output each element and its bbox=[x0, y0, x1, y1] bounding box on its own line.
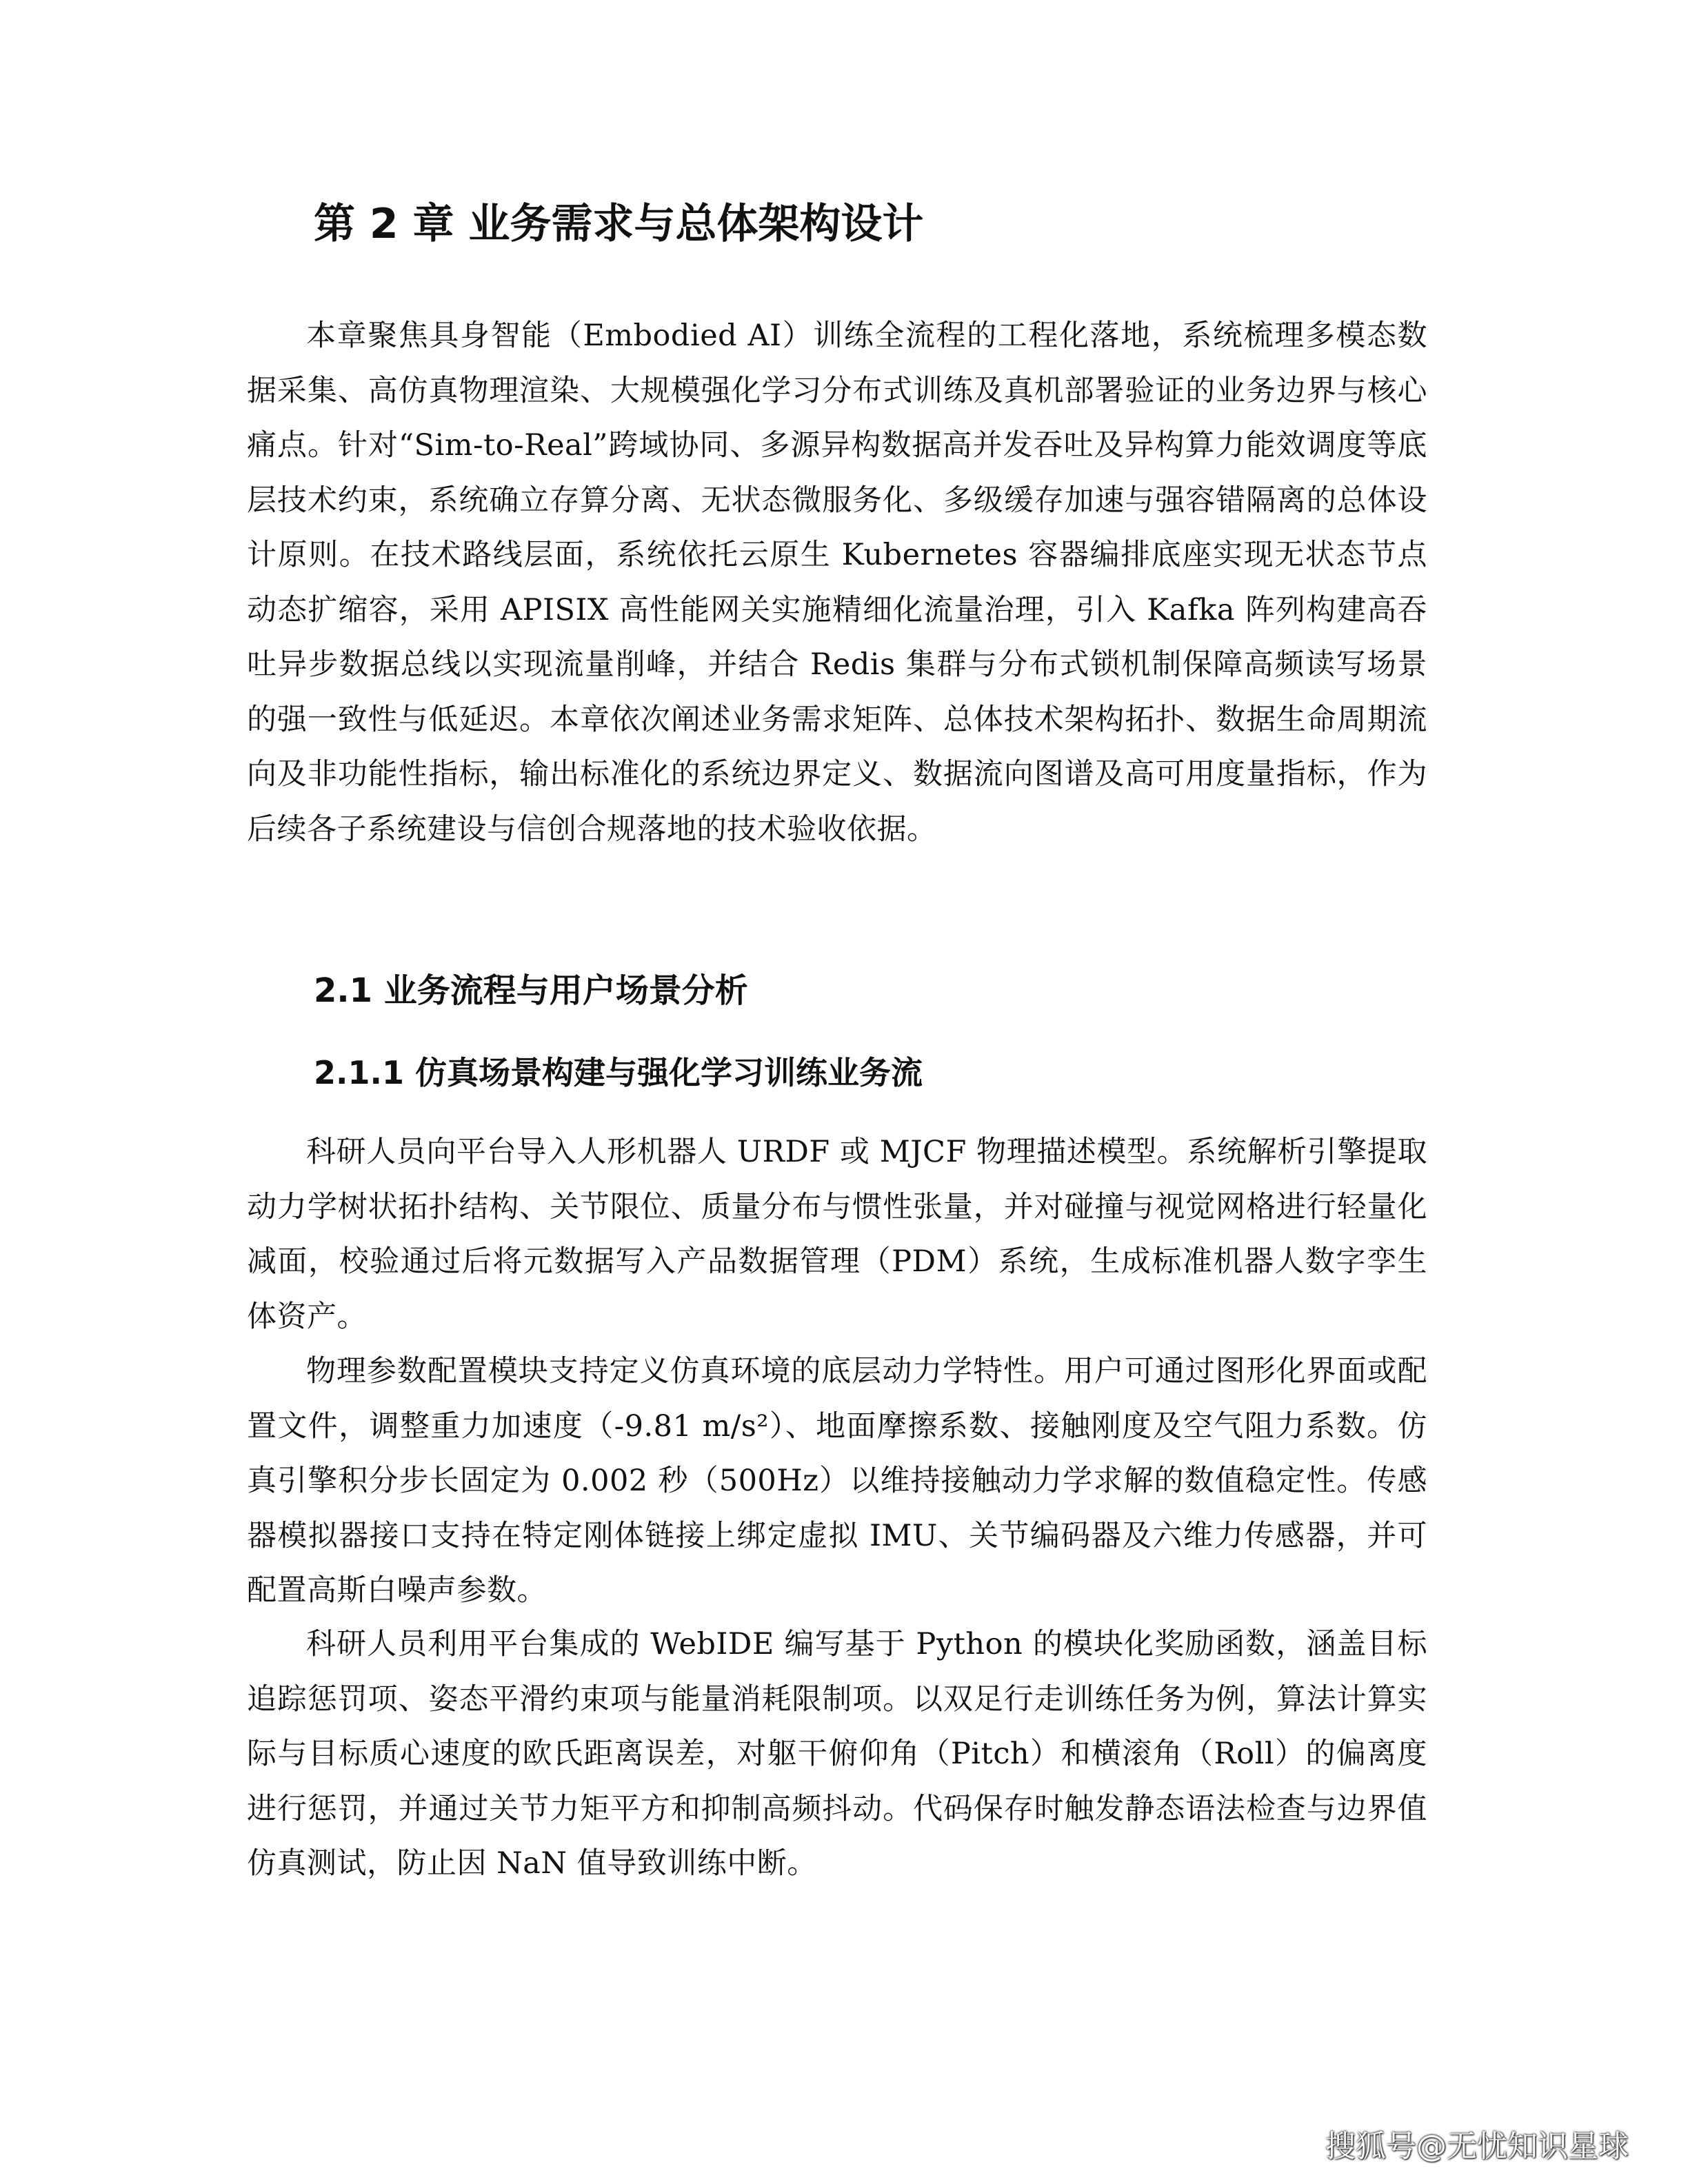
section-2-1-heading: 2.1 业务流程与用户场景分析 bbox=[314, 971, 748, 1010]
chapter-intro-paragraph: 本章聚焦具身智能（Embodied AI）训练全流程的工程化落地，系统梳理多模态数据采集、高仿真物理渲染、大规模强化学习分布式训练及真机部署验证的业务边界与核心痛点。针对“Sim-to-Real”跨域协同、多源异构数据高并发吞吐及异构算力能效调度等底层技术约束，系统确立存算分离、无状态微服务化、多级缓存加速与强容错隔离的总体设计原则。在技术路线层面，系统依托云原生 Kubernetes 容器编排底座实现无状态节点动态扩缩容，采用 APISIX 高性能网关实施精细化流量治理，引入 Kafka 阵列构建高吞吐异步数据总线以实现流量削峰，并结合 Redis 集群与分布式锁机制保障高频读写场景的强一致性与低延迟。本章依次阐述业务需求矩阵、总体技术架构拓扑、数据生命周期流向及非功能性指标，输出标准化的系统边界定义、数据流向图谱及高可用度量指标，作为后续各子系统建设与信创合规落地的技术验收依据。 bbox=[247, 318, 1427, 847]
sohu-watermark: 搜狐号@无忧知识星球 bbox=[1325, 2129, 1629, 2164]
body-paragraph-urdf-import: 科研人员向平台导入人形机器人 URDF 或 MJCF 物理描述模型。系统解析引擎提取动力学树状拓扑结构、关节限位、质量分布与惯性张量，并对碰撞与视觉网格进行轻量化减面，校验通过后将元数据写入产品数据管理（PDM）系统，生成标准机器人数字孪生体资产。 bbox=[247, 1135, 1427, 1334]
body-paragraph-physics-config: 物理参数配置模块支持定义仿真环境的底层动力学特性。用户可通过图形化界面或配置文件，调整重力加速度（-9.81 m/s²）、地面摩擦系数、接触刚度及空气阻力系数。仿真引擎积分步长固定为 0.002 秒（500Hz）以维持接触动力学求解的数值稳定性。传感器模拟器接口支持在特定刚体链接上绑定虚拟 IMU、关节编码器及六维力传感器，并可配置高斯白噪声参数。 bbox=[247, 1354, 1427, 1608]
chapter-title: 第 2 章 业务需求与总体架构设计 bbox=[314, 200, 924, 248]
section-2-1-1-heading: 2.1.1 仿真场景构建与强化学习训练业务流 bbox=[314, 1054, 923, 1091]
body-paragraph-reward-function: 科研人员利用平台集成的 WebIDE 编写基于 Python 的模块化奖励函数，涵盖目标追踪惩罚项、姿态平滑约束项与能量消耗限制项。以双足行走训练任务为例，算法计算实际与目标质心速度的欧氏距离误差，对躯干俯仰角（Pitch）和横滚角（Roll）的偏离度进行惩罚，并通过关节力矩平方和抑制高频抖动。代码保存时触发静态语法检查与边界值仿真测试，防止因 NaN 值导致训练中断。 bbox=[247, 1627, 1427, 1881]
